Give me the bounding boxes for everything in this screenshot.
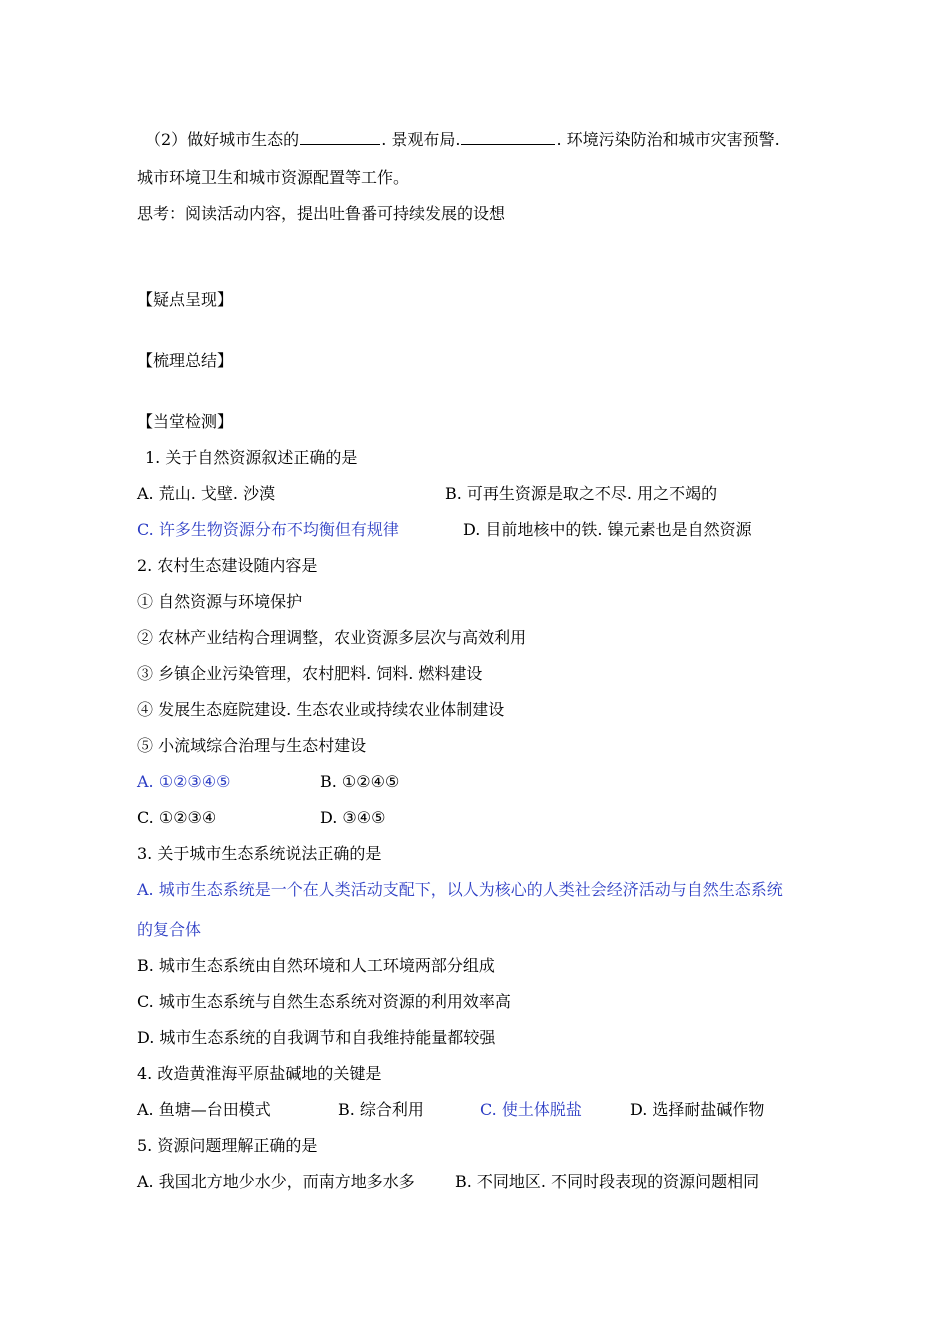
q1-option-b: B. 可再生资源是取之不尽. 用之不竭的 — [445, 484, 718, 503]
q2-item-3: ③ 乡镇企业污染管理，农村肥料. 饲料. 燃料建设 — [137, 664, 483, 683]
q1-stem: 1. 关于自然资源叙述正确的是 — [145, 448, 358, 467]
answer-blank-2 — [461, 128, 555, 145]
q2-item-1: ① 自然资源与环境保护 — [137, 592, 303, 611]
item2-continuation: 城市环境卫生和城市资源配置等工作。 — [137, 168, 410, 187]
q2-option-a-answer: A. ①②③④⑤ — [137, 772, 231, 791]
section-test-heading: 【当堂检测】 — [137, 412, 234, 431]
q4-stem: 4. 改造黄淮海平原盐碱地的关键是 — [137, 1064, 382, 1083]
q4-option-d: D. 选择耐盐碱作物 — [630, 1100, 765, 1119]
q2-item-5: ⑤ 小流域综合治理与生态村建设 — [137, 736, 367, 755]
q2-item-4: ④ 发展生态庭院建设. 生态农业或持续农业体制建设 — [137, 700, 505, 719]
q5-stem: 5. 资源问题理解正确的是 — [137, 1136, 318, 1155]
q4-option-b: B. 综合利用 — [338, 1100, 424, 1119]
q1-option-a: A. 荒山. 戈壁. 沙漠 — [137, 484, 276, 503]
item2-prefix: （2）做好城市生态的 — [145, 130, 300, 149]
q2-option-b: B. ①②④⑤ — [320, 772, 400, 791]
q2-option-d: D. ③④⑤ — [320, 808, 386, 827]
q2-option-c: C. ①②③④ — [137, 808, 217, 827]
q4-option-c-answer: C. 使土体脱盐 — [480, 1100, 582, 1119]
item2-line — [145, 128, 780, 150]
q5-option-a: A. 我国北方地少水少，而南方地多水多 — [137, 1172, 415, 1191]
q2-item-2: ② 农林产业结构合理调整，农业资源多层次与高效利用 — [137, 628, 527, 647]
q3-option-a-answer-line1: A. 城市生态系统是一个在人类活动支配下，以人为核心的人类社会经济活动与自然生态系统 — [137, 880, 783, 899]
q3-option-c: C. 城市生态系统与自然生态系统对资源的利用效率高 — [137, 992, 511, 1011]
q5-option-b: B. 不同地区. 不同时段表现的资源问题相同 — [455, 1172, 760, 1191]
q3-option-a-answer-line2: 的复合体 — [137, 920, 202, 939]
q3-option-d: D. 城市生态系统的自我调节和自我维持能量都较强 — [137, 1028, 496, 1047]
q3-option-b: B. 城市生态系统由自然环境和人工环境两部分组成 — [137, 956, 495, 975]
q3-stem: 3. 关于城市生态系统说法正确的是 — [137, 844, 382, 863]
item2-mid: . 景观布局. — [381, 130, 461, 149]
section-doubt-heading: 【疑点呈现】 — [137, 290, 234, 309]
q2-stem: 2. 农村生态建设随内容是 — [137, 556, 318, 575]
section-summary-heading: 【梳理总结】 — [137, 351, 234, 370]
answer-blank-1 — [300, 128, 380, 145]
q1-option-c-answer: C. 许多生物资源分布不均衡但有规律 — [137, 520, 399, 539]
item2-suffix: . 环境污染防治和城市灾害预警. — [556, 130, 780, 149]
q1-option-d: D. 目前地核中的铁. 镍元素也是自然资源 — [463, 520, 752, 539]
q4-option-a: A. 鱼塘—台田模式 — [137, 1100, 271, 1119]
think-prompt: 思考：阅读活动内容，提出吐鲁番可持续发展的设想 — [137, 204, 506, 223]
